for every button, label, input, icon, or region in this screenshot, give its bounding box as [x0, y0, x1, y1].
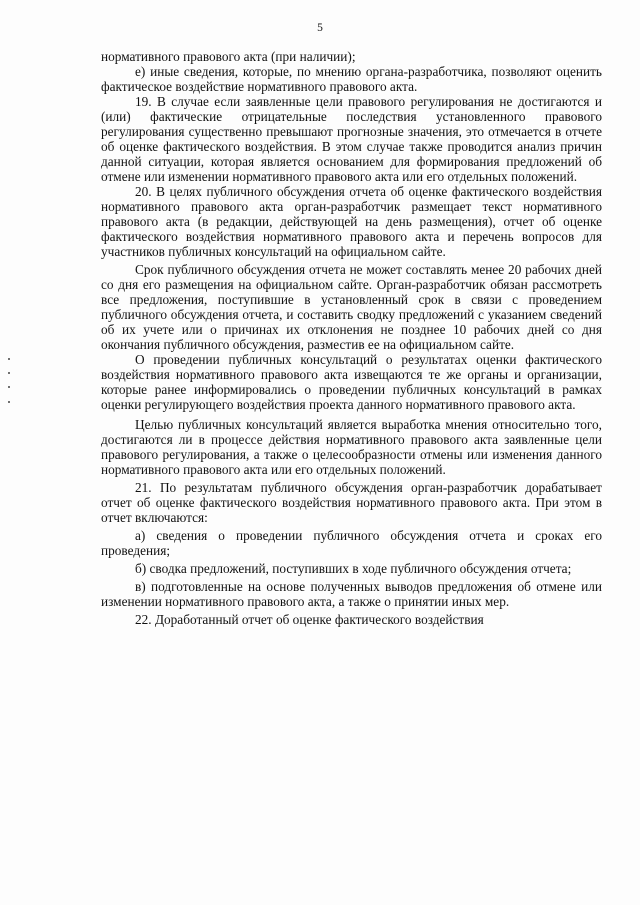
paragraph-consultation-notice: О проведении публичных консультаций о результатах оценки фактического воздействия нормативного правового акта извещаются те же органы и организации, которые ранее информировались о проведении публичных консультаций в рамках оценки регулирующего воздействия проекта данного нормативного правового акта.	[101, 352, 602, 412]
margin-dot	[8, 358, 10, 360]
paragraph-discussion-period: Срок публичного обсуждения отчета не может составлять менее 20 рабочих дней со дня его размещения на официальном сайте. Орган-разработчик обязан рассмотреть все предложения, поступившие в установленный срок в связи с проведением публичного обсуждения отчета, и составить сводку предложений с указанием сведений об их учете или о причинах их отклонения не позднее 10 рабочих дней со дня окончания публичного обсуждения, разместив ее на официальном сайте.	[101, 262, 602, 352]
paragraph-item-v: в) подготовленные на основе полученных выводов предложения об отмене или изменении нормативного правового акта, а также о принятии иных мер.	[101, 579, 602, 609]
paragraph-20: 20. В целях публичного обсуждения отчета об оценке фактического воздействия нормативного правового акта орган-разработчик размещает текст нормативного правового акта (в редакции, действующей на день размещения), отчет об оценке фактического воздействия нормативного правового акта и перечень вопросов для участников публичных консультаций на официальном сайте.	[101, 184, 602, 259]
paragraph-item-b: б) сводка предложений, поступивших в ходе публичного обсуждения отчета;	[135, 561, 572, 576]
paragraph-item-a: а) сведения о проведении публичного обсуждения отчета и сроках его проведения;	[101, 528, 602, 558]
page-number: 5	[317, 22, 323, 34]
paragraph-consultation-purpose: Целью публичных консультаций является выработка мнения относительно того, достигаются ли в процессе действия нормативного правового акта заявленные цели правового регулирования, а также о целесообразности отмены или изменения данного нормативного правового акта или его отдельных положений.	[101, 417, 602, 477]
paragraph-22: 22. Доработанный отчет об оценке фактического воздействия	[135, 612, 484, 627]
document-body	[101, 49, 602, 627]
margin-dot	[8, 372, 10, 374]
margin-dot	[8, 401, 10, 403]
paragraph-item-e: е) иные сведения, которые, по мнению органа-разработчика, позволяют оценить фактическое воздействие нормативного правового акта.	[101, 64, 602, 94]
paragraph-continuation: нормативного правового акта (при наличии);	[101, 49, 356, 64]
paragraph-21: 21. По результатам публичного обсуждения орган-разработчик дорабатывает отчет об оценке фактического воздействия нормативного правового акта. При этом в отчет включаются:	[101, 480, 602, 525]
margin-dot	[8, 386, 10, 388]
paragraph-19: 19. В случае если заявленные цели правового регулирования не достигаются и (или) фактические отрицательные последствия установленного правового регулирования существенно превышают прогнозные значения, это отмечается в отчете об оценке фактического воздействия. В этом случае также проводится анализ причин данной ситуации, которая является основанием для формирования предложений об отмене или изменении нормативного правового акта или его отдельных положений.	[101, 94, 602, 184]
